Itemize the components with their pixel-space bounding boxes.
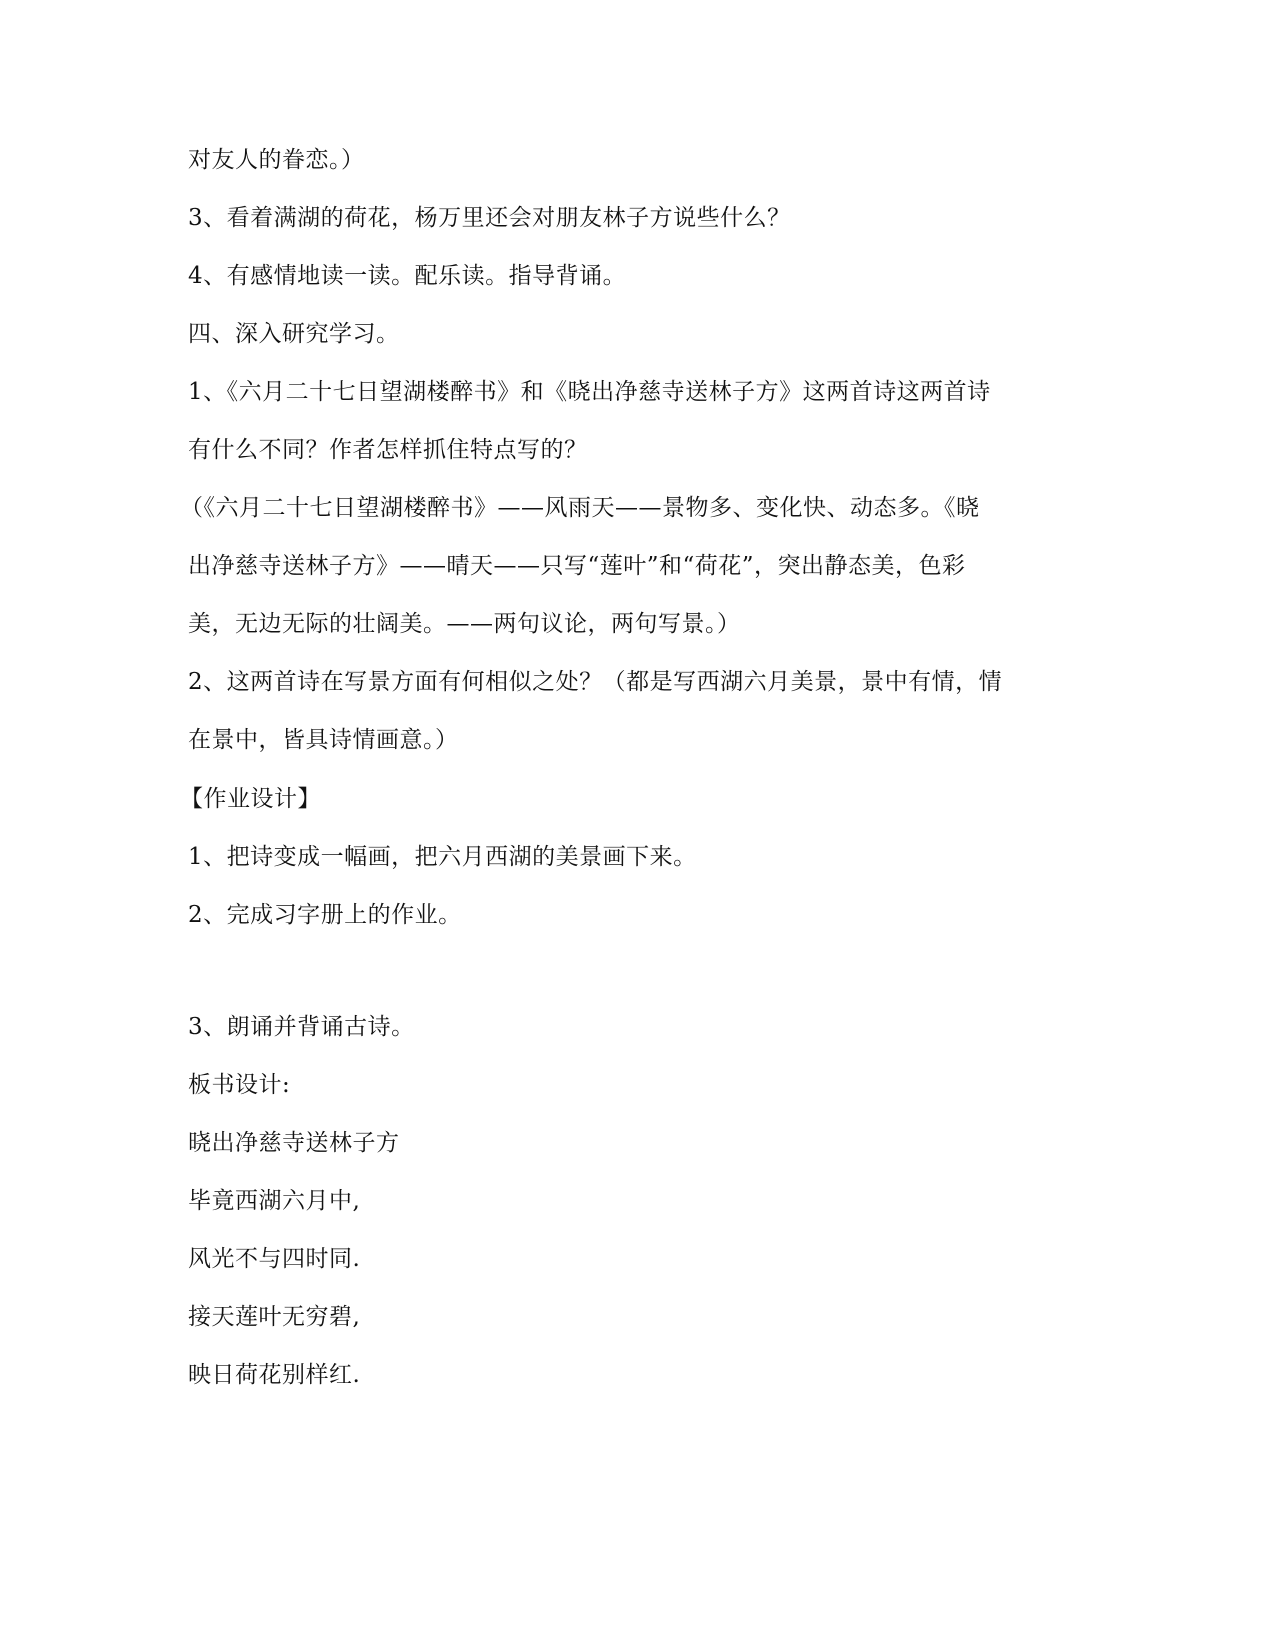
section-heading: 板书设计: (188, 1072, 291, 1098)
section-heading: 四、深入研究学习。 (188, 321, 400, 347)
poem-line: 映日荷花别样红. (188, 1362, 361, 1388)
text-line: 3、看着满湖的荷花，杨万里还会对朋友林子方说些什么？ (188, 205, 791, 231)
text-line: 2、这两首诗在写景方面有何相似之处？（都是写西湖六月美景，景中有情，情 (188, 669, 1003, 695)
poem-line: 接天莲叶无穷碧, (188, 1304, 361, 1330)
poem-title: 晓出净慈寺送林子方 (188, 1130, 400, 1156)
text-line: 2、完成习字册上的作业。 (188, 902, 462, 928)
text-line: 出净慈寺送林子方》——晴天——只写“莲叶”和“荷花”，突出静态美，色彩 (188, 553, 966, 579)
text-line: 4、有感情地读一读。配乐读。指导背诵。 (188, 263, 627, 289)
text-line: 1、《六月二十七日望湖楼醉书》和《晓出净慈寺送林子方》这两首诗这两首诗 (188, 379, 991, 405)
text-line: 在景中，皆具诗情画意。） (188, 727, 459, 753)
poem-line: 毕竟西湖六月中, (188, 1188, 361, 1214)
poem-line: 风光不与四时同. (188, 1246, 361, 1272)
text-line: 3、朗诵并背诵古诗。 (188, 1014, 415, 1040)
text-line: （《六月二十七日望湖楼醉书》——风雨天——景物多、变化快、动态多。《晓 (180, 495, 980, 521)
text-line: 美，无边无际的壮阔美。——两句议论，两句写景。） (188, 611, 741, 637)
text-line: 对友人的眷恋。） (188, 147, 365, 173)
text-line: 1、把诗变成一幅画，把六月西湖的美景画下来。 (188, 844, 697, 870)
section-heading: 【作业设计】 (180, 786, 321, 812)
text-line: 有什么不同？作者怎样抓住特点写的？ (188, 437, 588, 463)
